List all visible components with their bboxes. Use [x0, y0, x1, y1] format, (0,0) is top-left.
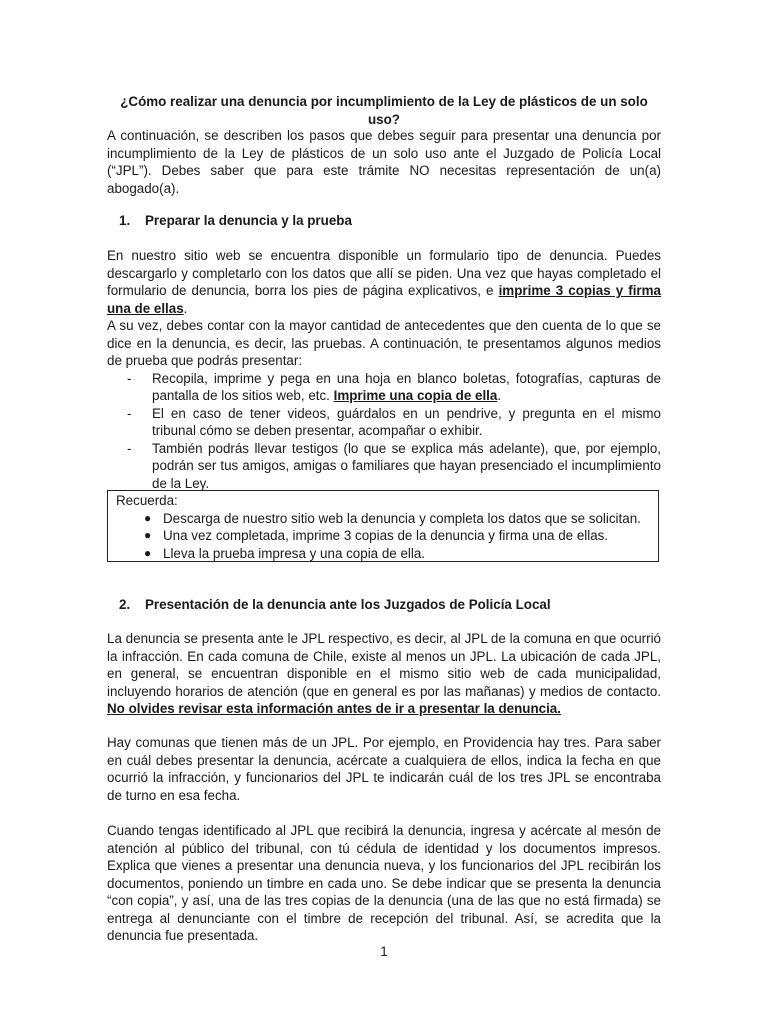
section-2-paragraph-1	[107, 630, 661, 718]
list-item: ● Una vez completada, imprime 3 copias de la denuncia y firma una de ellas.	[144, 528, 609, 543]
section-1-paragraph-1	[107, 247, 661, 317]
section-2-heading	[107, 596, 551, 614]
bullet-icon: ●	[144, 545, 152, 560]
section-1-number: 1.	[119, 213, 131, 228]
reminder-box	[107, 490, 659, 562]
section-1-title: Preparar la denuncia y la prueba	[145, 213, 352, 228]
section-2-p3-text: Cuando tengas identificado al JPL que recibirá la denuncia, ingresa y acércate al mesón de atención al público del tribunal, con tú cédula de identidad y los documentos impresos. Explica que vienes a presentar una denuncia nueva, y los funcionarios del JPL recibirán los documentos, poniendo un timbre en cada uno. Se debe indicar que se presenta la denuncia “con copia”, y así, una de las tres copias de la denuncia (una de las que no está firmada) se entrega al denunciante con el timbre de recepción del tribunal. Así, se acredita que la denuncia fue presentada.	[107, 823, 661, 943]
reminder-list	[116, 510, 650, 563]
section-1-p2-text: A su vez, debes contar con la mayor cantidad de antecedentes que den cuenta de lo que se dice en la denuncia, es decir, las pruebas. A continuación, te presentamos algunos medios de prueba que podrás presentar:	[107, 318, 661, 368]
section-2-p2-text: Hay comunas que tienen más de un JPL. Por ejemplo, en Providencia hay tres. Para saber en cuál debes presentar la denuncia, acércate a cualquiera de ellos, indica la fecha en que ocurrió la infracción, y funcionarios del JPL te indicarán cuál de los tres JPL se encontraba de turno en esa fecha.	[107, 735, 661, 803]
evidence-list	[107, 370, 661, 493]
list-item-emphasis: Imprime una copia de ella	[333, 388, 498, 403]
bullet-icon: ●	[144, 510, 152, 525]
section-1-p1-emphasis: imprime 3 copias y firma una de ellas	[107, 283, 661, 316]
list-item: - También podrás llevar testigos (lo que se explica más adelante), que, por ejemplo, podrán ser tus amigos, amigas o familiares que hayan presenciado el incumplimiento de la Ley.	[127, 440, 661, 491]
list-item: ● Descarga de nuestro sitio web la denuncia y completa los datos que se solicitan.	[144, 510, 641, 526]
page-number: 1	[380, 944, 388, 959]
section-2-number: 2.	[119, 597, 131, 612]
list-item: - El en caso de tener videos, guárdalos en un pendrive, y pregunta en el mismo tribunal cómo se deben presentar, acompañar o exhibir.	[127, 405, 661, 438]
bullet-icon: ●	[144, 528, 152, 542]
section-2-paragraph-2	[107, 734, 661, 804]
intro-paragraph	[107, 127, 661, 197]
section-2-p1-emphasis: No olvides revisar esta información antes de ir a presentar la denuncia.	[107, 701, 561, 716]
section-1-paragraph-2	[107, 317, 661, 492]
section-2-paragraph-3	[107, 822, 661, 945]
list-item: - Recopila, imprime y pega en una hoja en blanco boletas, fotografías, capturas de pantalla de los sitios web, etc. Imprime una copia de ella.	[127, 370, 661, 403]
section-2-p1-text: La denuncia se presenta ante le JPL respectivo, es decir, al JPL de la comuna en que ocurrió la infracción. En cada comuna de Chile, existe al menos un JPL. La ubicación de cada JPL, en general, se encuentran disponible en el mismo sitio web de cada municipalidad, incluyendo horarios de atención (que en general es por las mañanas) y medios de contacto.	[107, 631, 661, 699]
dash-marker: -	[127, 370, 132, 386]
document-title: ¿Cómo realizar una denuncia por incumplimiento de la Ley de plásticos de un solo uso?	[120, 94, 648, 127]
section-1-heading	[107, 212, 352, 230]
section-1-p1-end: .	[183, 300, 188, 316]
section-1-p1-text: En nuestro sitio web se encuentra disponible un formulario tipo de denuncia. Puedes descargarlo y completarlo con los datos que allí se piden. Una vez que hayas completado el formulario de denuncia, borra los pies de página explicativos, e	[107, 248, 661, 298]
dash-marker: -	[127, 405, 132, 421]
reminder-label: Recuerda:	[116, 493, 178, 508]
section-2-title: Presentación de la denuncia ante los Juzgados de Policía Local	[145, 597, 551, 612]
list-item: ● Lleva la prueba impresa y una copia de ella.	[144, 545, 426, 561]
dash-marker: -	[127, 440, 132, 456]
intro-text: A continuación, se describen los pasos que debes seguir para presentar una denuncia por incumplimiento de la Ley de plásticos de un solo uso ante el Juzgado de Policía Local (“JPL”). Debes saber que para este trámite NO necesitas representación de un(a) abogado(a).	[107, 128, 661, 196]
